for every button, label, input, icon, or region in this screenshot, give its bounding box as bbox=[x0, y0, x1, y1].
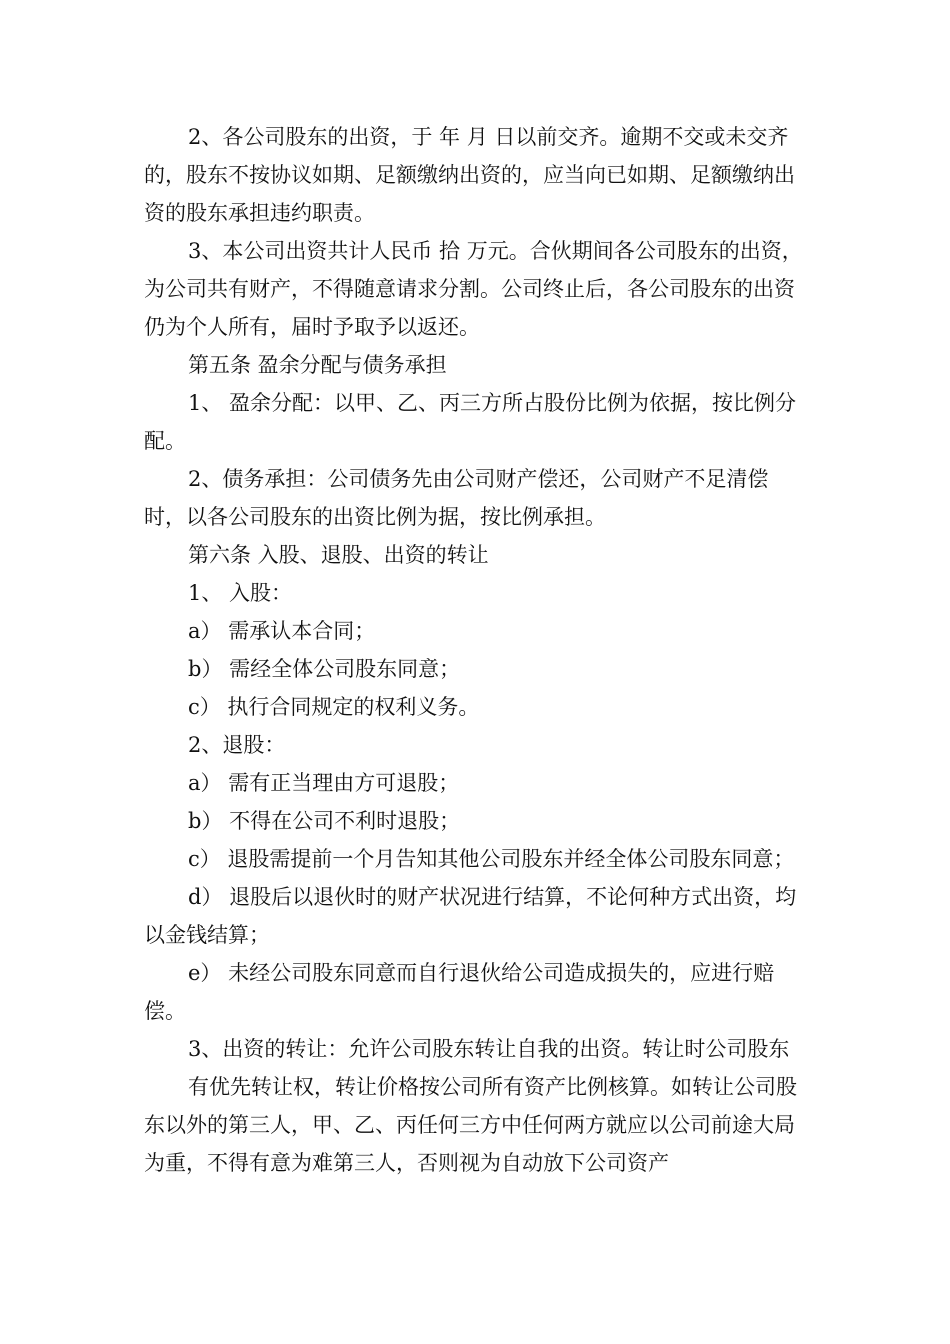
list-item-withdrawal-d: d） 退股后以退伙时的财产状况进行结算，不论何种方式出资，均以金钱结算； bbox=[144, 885, 797, 947]
list-item-withdrawal-a: a） 需有正当理由方可退股； bbox=[188, 771, 460, 795]
list-item-withdrawal-b: b） 不得在公司不利时退股； bbox=[188, 809, 461, 833]
paragraph-debt-liability: 2、债务承担：公司债务先由公司财产偿还，公司财产不足清偿时，以各公司股东的出资比例为据，按比例承担。 bbox=[144, 467, 769, 529]
paragraph-withdrawal-title: 2、退股： bbox=[188, 733, 286, 757]
paragraph-transfer-title: 3、出资的转让：允许公司股东转让自我的出资。转让时公司股东 bbox=[188, 1037, 790, 1061]
paragraph-total-contribution: 3、本公司出资共计人民币 拾 万元。合伙期间各公司股东的出资，为公司共有财产，不得随意请求分割。公司终止后，各公司股东的出资仍为个人所有，届时予取予以返还。 bbox=[144, 239, 803, 339]
document-body bbox=[144, 118, 808, 1182]
paragraph-contribution-deadline: 2、各公司股东的出资，于 年 月 日以前交齐。逾期不交或未交齐的，股东不按协议如期、足额缴纳出资的，应当向已如期、足额缴纳出资的股东承担违约职责。 bbox=[144, 125, 795, 225]
list-item-withdrawal-e: e） 未经公司股东同意而自行退伙给公司造成损失的，应进行赔偿。 bbox=[144, 961, 775, 1023]
list-item-joining-c: c） 执行合同规定的权利义务。 bbox=[188, 695, 480, 719]
paragraph-transfer-details: 有优先转让权，转让价格按公司所有资产比例核算。如转让公司股东以外的第三人，甲、乙、丙任何三方中任何两方就应以公司前途大局为重，不得有意为难第三人，否则视为自动放下公司资产 bbox=[144, 1075, 797, 1175]
list-item-joining-a: a） 需承认本合同； bbox=[188, 619, 376, 643]
heading-article-5: 第五条 盈余分配与债务承担 bbox=[188, 353, 447, 377]
paragraph-profit-distribution: 1、 盈余分配：以甲、乙、丙三方所占股份比例为依据，按比例分配。 bbox=[144, 391, 797, 453]
list-item-joining-b: b） 需经全体公司股东同意； bbox=[188, 657, 461, 681]
list-item-withdrawal-c: c） 退股需提前一个月告知其他公司股东并经全体公司股东同意； bbox=[188, 847, 795, 871]
paragraph-joining-title: 1、 入股： bbox=[188, 581, 293, 605]
heading-article-6: 第六条 入股、退股、出资的转让 bbox=[188, 543, 489, 567]
